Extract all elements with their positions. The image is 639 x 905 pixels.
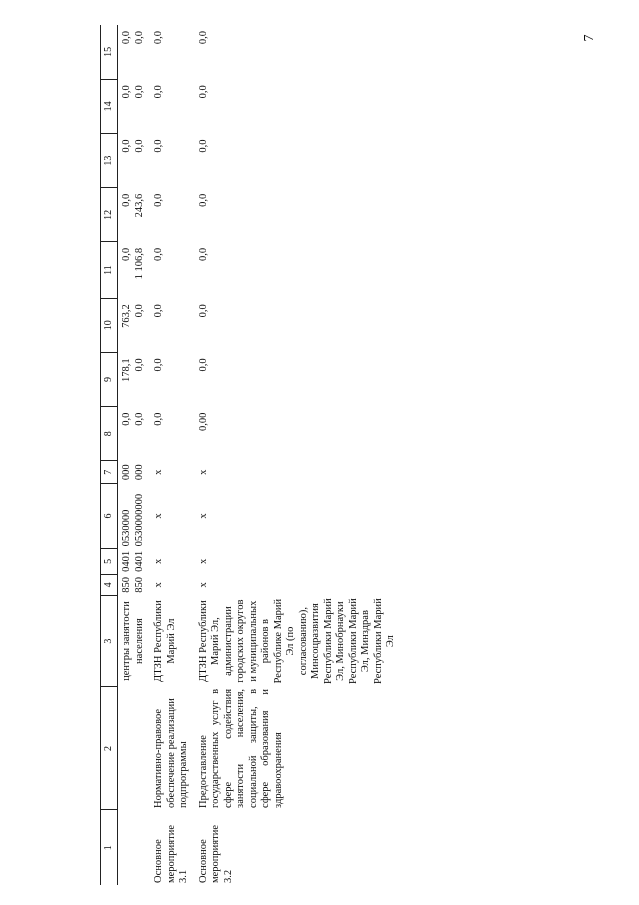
cell-description: Нормативно-правовое обеспечение реализации подпрограммы (153, 698, 189, 808)
column-header: 2 (101, 687, 118, 810)
cell-value: 0,00 (197, 412, 209, 431)
column-header: 6 (101, 484, 118, 549)
cell-executor: ДТЗН Республики Марий Эл (153, 600, 177, 682)
cell-value: 0,0 (153, 31, 164, 45)
cell-value: 763,2 0,0 (121, 304, 145, 328)
column-header: 8 (101, 407, 118, 461)
cell-value: 0,0 (197, 31, 209, 45)
cell-value: 0,0 (197, 358, 209, 372)
column-header: 3 (101, 595, 118, 687)
cell-code: x (153, 582, 164, 588)
column-header: 15 (101, 25, 118, 79)
column-header: 5 (101, 548, 118, 574)
column-header: 12 (101, 188, 118, 242)
cell-description (118, 687, 151, 810)
cell-code: x (197, 469, 209, 475)
cell-value: 0,0 (197, 85, 209, 99)
budget-table (100, 25, 402, 885)
cell-value: 0,0 0,0 (121, 412, 145, 426)
cell-value: 0,0 (197, 247, 209, 262)
cell-code: x (153, 513, 164, 519)
cell-code: 850 850 (121, 576, 145, 593)
cell-code: x (197, 513, 209, 519)
cell-code: x (197, 582, 209, 588)
cell-value: 0,0 (153, 304, 164, 318)
cell-code: 0401 0401 (121, 550, 145, 572)
cell-value: 0,0 0,0 (121, 31, 145, 45)
column-number-row (101, 25, 118, 885)
cell-code: x (153, 469, 164, 475)
cell-code: 000 000 (121, 464, 145, 481)
cell-code: x (153, 558, 164, 564)
cell-value: 0,0 (153, 358, 164, 372)
cell-value: 0,0 1 106,8 (121, 247, 145, 280)
cell-value: 0,0 243,6 (121, 193, 145, 218)
column-header: 13 (101, 134, 118, 188)
cell-value: 0,0 (153, 412, 164, 426)
cell-value: 0,0 (153, 193, 164, 207)
cell-value: 0,0 0,0 (121, 139, 145, 153)
cell-value: 178,1 0,0 (121, 358, 145, 383)
cell-code: x (197, 558, 209, 564)
cell-value: 0,0 (153, 85, 164, 99)
column-header: 9 (101, 352, 118, 406)
column-header: 1 (101, 810, 118, 885)
cell-activity: Основное мероприятие 3.2 (197, 825, 234, 883)
table-row (118, 25, 151, 885)
page-number: 7 (582, 34, 597, 42)
table-row (195, 25, 402, 885)
column-header: 10 (101, 298, 118, 352)
cell-description: Предоставление государственных услуг в сфере содействия занятости населения, социальной защиты, в сфере образования и здравоохранения (197, 688, 284, 808)
column-header: 7 (101, 461, 118, 484)
cell-executor: центры занятости населения (121, 601, 145, 681)
cell-value: 0,0 (197, 193, 209, 207)
rotated-landscape-page (100, 25, 620, 885)
cell-code: 0530000 0530000000 (121, 493, 145, 547)
cell-value: 0,0 (153, 247, 164, 262)
column-header: 14 (101, 79, 118, 133)
cell-activity (118, 810, 151, 885)
column-header: 11 (101, 242, 118, 298)
cell-executor: ДТЗН Республики Марий Эл, администрации городских округов и муниципальных районов в Республике Марий Эл (по согласованию), Минсоцразвития Республики Марий Эл, Минобрнауки Республики Марий Эл, Минздрав Республики Марий Эл (197, 598, 396, 684)
cell-value: 0,0 (153, 139, 164, 153)
cell-activity: Основное мероприятие 3.1 (153, 825, 189, 883)
cell-value: 0,0 (197, 304, 209, 318)
cell-value: 0,0 0,0 (121, 85, 145, 99)
table-row (150, 25, 195, 885)
cell-value: 0,0 (197, 139, 209, 153)
column-header: 4 (101, 574, 118, 595)
